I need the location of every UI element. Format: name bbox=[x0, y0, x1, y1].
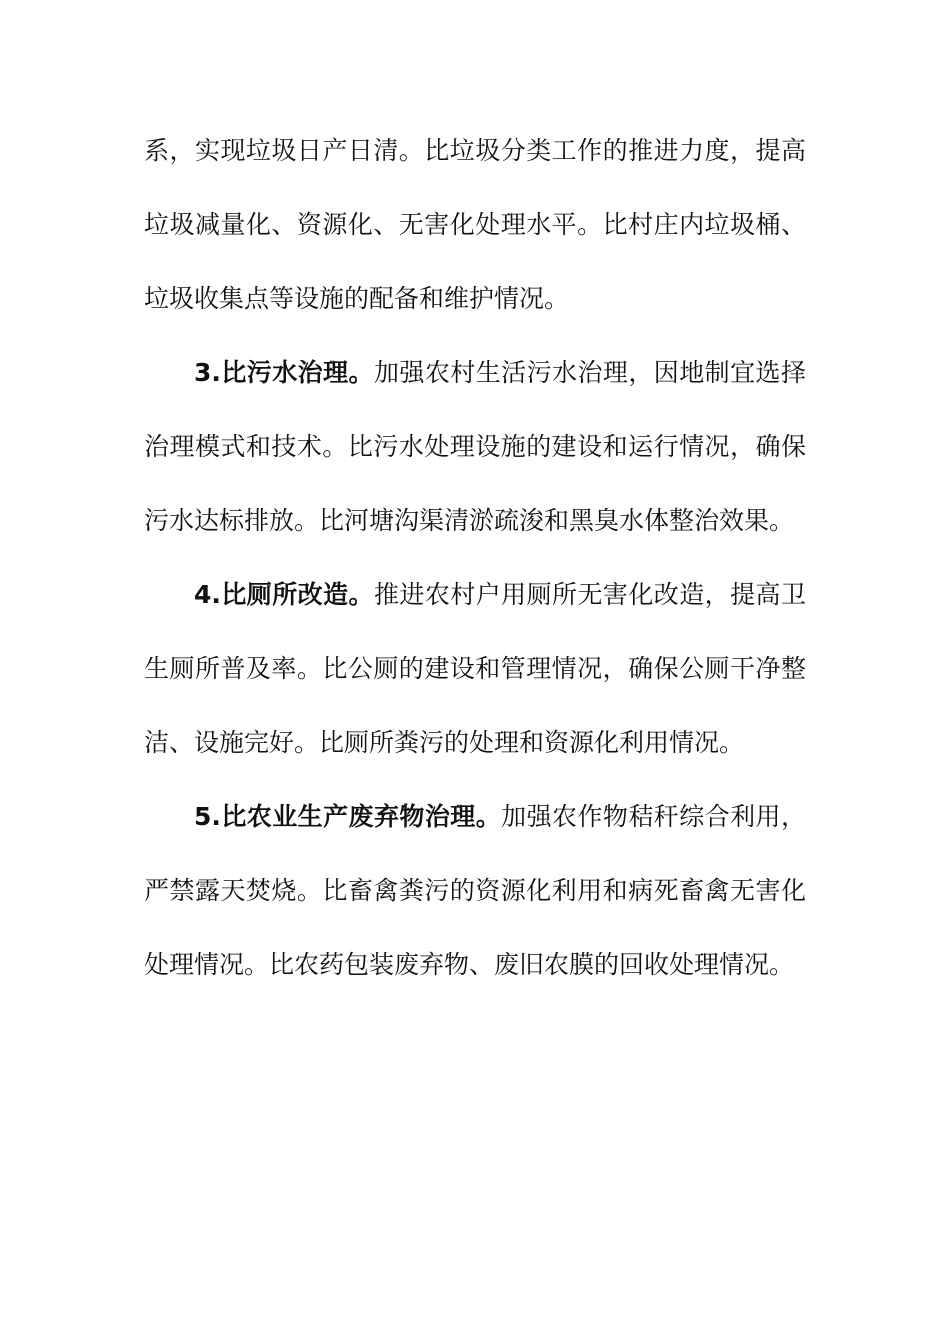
paragraph-text: 加强农作物秸秆综合利用，严禁露天焚烧。比畜禽粪污的资源化利用和病死畜禽无害化处理情况。比农药包装废弃物、废旧农膜的回收处理情况。 bbox=[144, 802, 806, 979]
section-heading: 4.比厕所改造。 bbox=[194, 580, 374, 609]
paragraph-text: 系，实现垃圾日产日清。比垃圾分类工作的推进力度，提高垃圾减量化、资源化、无害化处理水平。比村庄内垃圾桶、垃圾收集点等设施的配备和维护情况。 bbox=[144, 136, 806, 313]
paragraph-continuation bbox=[144, 114, 806, 336]
paragraph-text: 加强农村生活污水治理，因地制宜选择治理模式和技术。比污水处理设施的建设和运行情况，确保污水达标排放。比河塘沟渠清淤疏浚和黑臭水体整治效果。 bbox=[144, 358, 806, 535]
section-heading: 5.比农业生产废弃物治理。 bbox=[194, 802, 502, 831]
document-body bbox=[144, 114, 806, 1002]
paragraph-toilet-renovation bbox=[144, 558, 806, 780]
paragraph-text: 推进农村户用厕所无害化改造，提高卫生厕所普及率。比公厕的建设和管理情况，确保公厕干净整洁、设施完好。比厕所粪污的处理和资源化利用情况。 bbox=[144, 580, 806, 757]
paragraph-sewage-treatment bbox=[144, 336, 806, 558]
section-heading: 3.比污水治理。 bbox=[194, 358, 374, 387]
paragraph-agricultural-waste bbox=[144, 780, 806, 1002]
